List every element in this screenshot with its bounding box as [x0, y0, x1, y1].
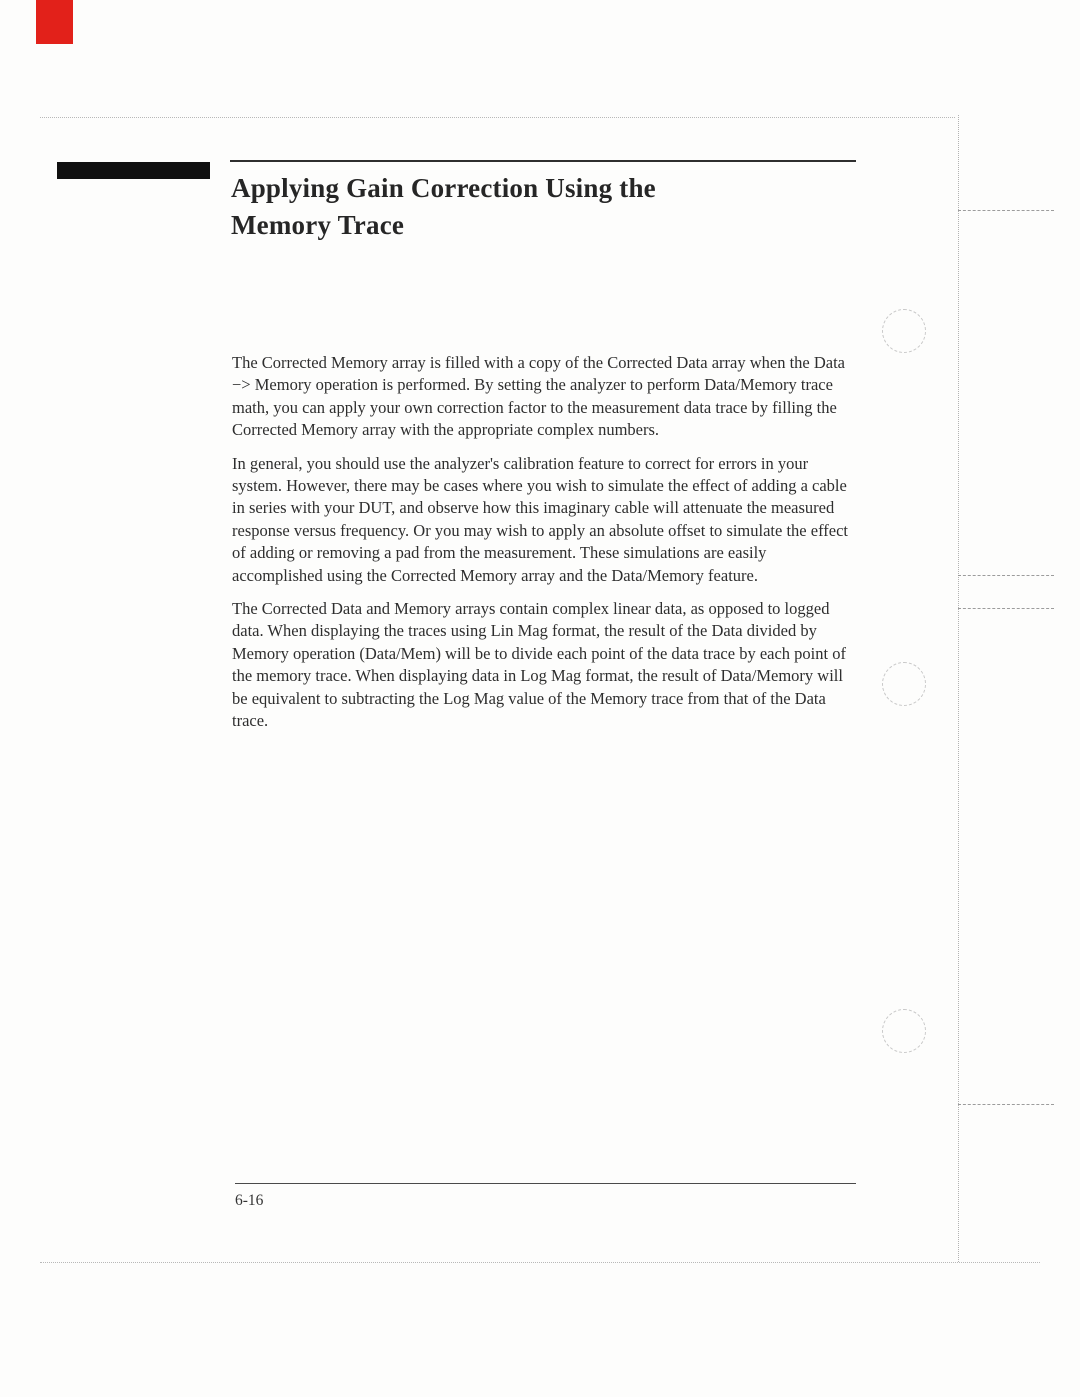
body-paragraph: In general, you should use the analyzer's calibration feature to correct for errors in your system. However, there may be cases where you wish to simulate the effect of adding a cable in series with your DUT, and observe how this imaginary cable will attenuate the measured response versus frequency. Or you may wish to apply an absolute offset to simulate the effect of adding or removing a pad from the measurement. These simulations are easily accomplished using the Corrected Memory array and the Data/Memory feature. [232, 453, 848, 585]
page-number: 6-16 [235, 1192, 264, 1209]
page-title [231, 170, 871, 244]
footer-rule [235, 1183, 856, 1184]
right-margin-dash [958, 575, 1054, 576]
hole-punch-artifact [882, 1009, 926, 1053]
right-margin-dash [958, 608, 1054, 609]
body-paragraph: The Corrected Data and Memory arrays contain complex linear data, as opposed to logged data. When displaying the traces using Lin Mag format, the result of the Data divided by Memory operation (Data/Mem) will be to divide each point of the data trace by each point of the memory trace. When displaying data in Log Mag format, the result of Data/Memory will be equivalent to subtracting the Log Mag value of the Memory trace from that of the Data trace. [232, 599, 846, 731]
hole-punch-artifact [882, 309, 926, 353]
section-marker-bar [57, 162, 210, 179]
scan-edge-right-line [958, 115, 959, 1262]
body-paragraph: The Corrected Memory array is filled with a copy of the Corrected Data array when the Data −> Memory operation is performed. By setting the analyzer to perform Data/Memory trace math, you can apply your own correction factor to the measurement data trace by filling the Corrected Memory array with the appropriate complex numbers. [232, 353, 845, 440]
body-text [232, 352, 861, 744]
red-corner-mark [36, 0, 73, 44]
right-margin-dash [958, 1104, 1054, 1105]
hole-punch-artifact [882, 662, 926, 706]
scan-edge-bottom-line [40, 1262, 1040, 1263]
heading-rule [230, 160, 856, 162]
page-title-line-1: Applying Gain Correction Using the [231, 173, 656, 203]
scan-edge-top-line [40, 117, 955, 118]
page-title-line-2: Memory Trace [231, 210, 405, 240]
right-margin-dash [958, 210, 1054, 211]
